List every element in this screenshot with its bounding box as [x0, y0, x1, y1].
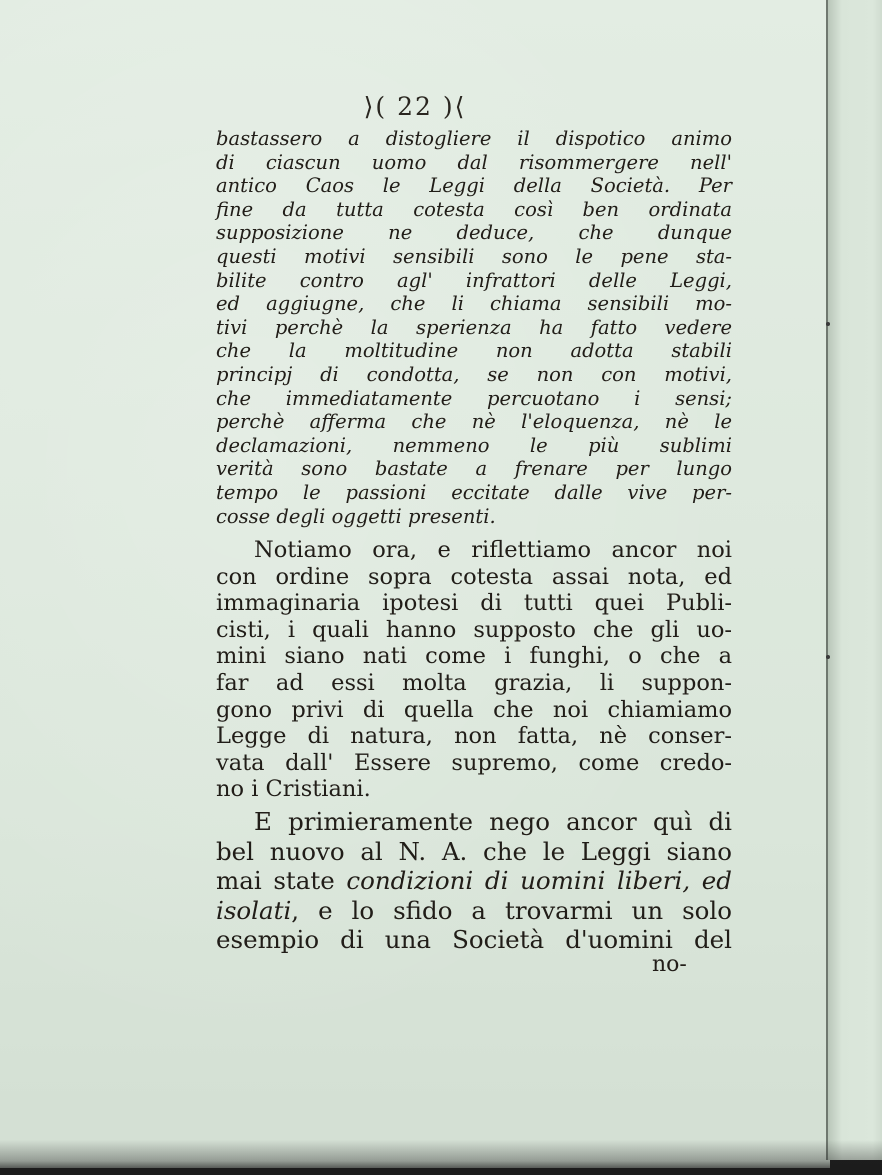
- roman-span: , e lo sfido a trovarmi un solo: [291, 895, 732, 925]
- text-line: Legge di natura, non fatta, nè conser-: [216, 723, 732, 750]
- text-line: cisti, i quali hanno supposto che gli uo-: [216, 616, 732, 643]
- text-line: cosse degli oggetti presenti.: [216, 504, 496, 528]
- text-line: questi motivi sensibili sono le pene sta-: [216, 244, 732, 268]
- italic-span: isolati: [216, 895, 292, 925]
- roman-span: mai state: [216, 866, 335, 895]
- text-line: far ad essi molta grazia, li suppon-: [216, 669, 732, 696]
- text-line: bastassero a distogliere il dispotico animo: [216, 127, 732, 150]
- text-line: principj di condotta, se non con motivi,: [216, 362, 732, 386]
- text-line: tivi perchè la sperienza ha fatto vedere: [216, 315, 732, 339]
- text-line: Notiamo ora, e riflettiamo ancor noi: [254, 537, 732, 563]
- margin-speck: [826, 655, 830, 659]
- text-line: gono privi di quella che noi chiamiamo: [216, 696, 732, 723]
- italic-span: condizioni di uomini liberi, ed: [346, 866, 732, 895]
- text-line: supposizione ne deduce, che dunque: [216, 221, 732, 245]
- text-line-mixed: [216, 866, 732, 896]
- text-line: no i Cristiani.: [216, 776, 371, 803]
- text-line: immaginaria ipotesi di tutti quei Publi-: [216, 590, 732, 617]
- text-line: bilite contro agl' infrattori delle Leggi,: [216, 268, 732, 292]
- next-page-edge: [826, 0, 882, 1160]
- text-line: esempio di una Società d'uomini del: [216, 925, 732, 954]
- italic-paragraph: [216, 127, 732, 528]
- paragraph-notiamo: [216, 537, 732, 803]
- text-line: che la moltitudine non adotta stabili: [216, 339, 732, 363]
- text-line: verità sono bastate a frenare per lungo: [216, 457, 732, 481]
- text-line: perchè afferma che nè l'eloquenza, nè le: [216, 410, 732, 434]
- text-line: declamazioni, nemmeno le più sublimi: [216, 433, 732, 457]
- text-line: tempo le passioni eccitate dalle vive per-: [216, 480, 732, 504]
- text-line: ed aggiugne, che li chiama sensibili mo-: [216, 292, 732, 316]
- text-line: vata dall' Essere supremo, come credo-: [216, 749, 732, 776]
- paragraph-primieramente: [216, 807, 732, 955]
- text-line: di ciascun uomo dal risommergere nell': [216, 150, 732, 174]
- scan-bottom-shadow: [0, 1140, 882, 1175]
- text-line: bel nuovo al N. A. che le Leggi siano: [216, 836, 732, 866]
- text-line: mini siano nati come i funghi, o che a: [216, 643, 732, 670]
- text-line-mixed: [216, 896, 732, 926]
- page-number-header: ⟩( 22 )⟨: [363, 92, 467, 121]
- text-line: fine da tutta cotesta così ben ordinata: [216, 197, 732, 221]
- margin-speck: [826, 322, 830, 326]
- text-line: antico Caos le Leggi della Società. Per: [216, 174, 732, 198]
- catchword: no-: [652, 952, 687, 977]
- text-line: con ordine sopra cotesta assai nota, ed: [216, 563, 732, 590]
- text-line: E primieramente nego ancor quì di: [254, 807, 732, 836]
- text-line: che immediatamente percuotano i sensi;: [216, 386, 732, 410]
